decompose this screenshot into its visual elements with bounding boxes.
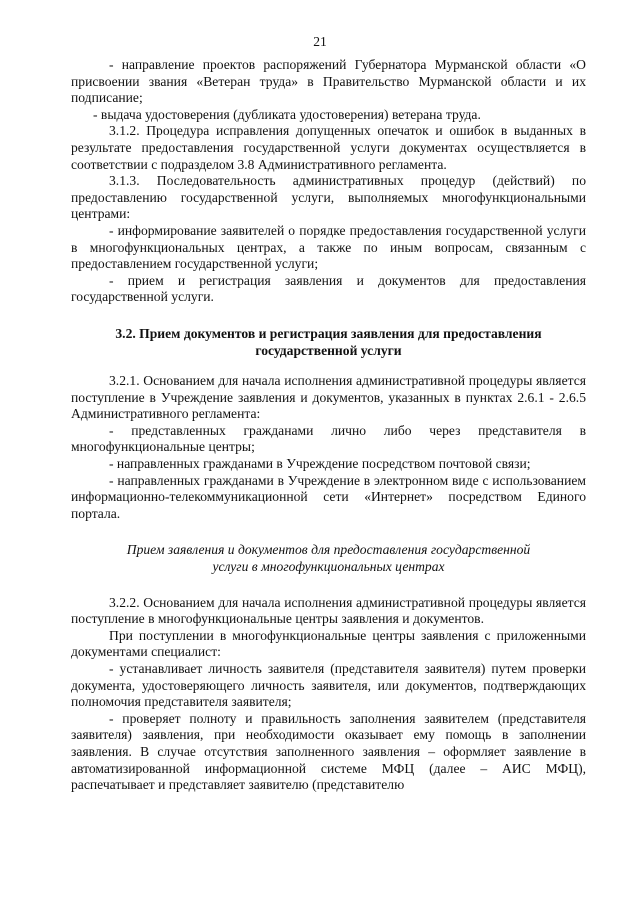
- section-heading: 3.2. Прием документов и регистрация заявления для предоставления государственной услуги: [115, 325, 542, 358]
- paragraph: - направленных гражданами в Учреждение посредством почтовой связи;: [109, 456, 531, 472]
- paragraph: - устанавливает личность заявителя (представителя заявителя) путем проверки документа, удостоверяющего личность заявителя, или документов, подтверждающих полномочия представителя заявителя;: [71, 661, 586, 710]
- paragraph: - информирование заявителей о порядке предоставления государственной услуги в многофункциональных центрах, а также по иным вопросам, связанным с предоставлением государственной услуги;: [71, 222, 586, 272]
- paragraph: - направление проектов распоряжений Губернатора Мурманской области «О присвоении звания «Ветеран труда» в Правительство Мурманской области и их подписание;: [71, 57, 586, 106]
- paragraph: - проверяет полноту и правильность заполнения заявителем (представителя заявителя) заявления, при необходимости оказывает ему помощь в заполнении заявления. В случае отсутствия заполненного заявления – оформляет заявление в автоматизированной информационной системе МФЦ (далее – АИС МФЦ), распечатывает и представляет заявителю (представителю: [71, 710, 586, 793]
- subsection-heading: Прием заявления и документов для предоставления государственной услуги в многофункциональных центрах: [126, 542, 531, 575]
- paragraph: 3.1.3. Последовательность административных процедур (действий) по предоставлению государственной услуги, выполняемых многофункциональными центрами:: [71, 173, 586, 222]
- paragraph: - направленных гражданами в Учреждение в электронном виде с использованием информационно-телекоммуникационной сети «Интернет» посредством Единого портала.: [71, 472, 586, 521]
- paragraph: 3.2.1. Основанием для начала исполнения административной процедуры является поступление в Учреждение заявления и документов, указанных в пунктах 2.6.1 - 2.6.5 Административного регламента:: [71, 373, 586, 422]
- paragraph: При поступлении в многофункциональные центры заявления с приложенными документами специалист:: [71, 627, 586, 660]
- paragraph: - прием и регистрация заявления и документов для предоставления государственной услуги.: [71, 272, 586, 305]
- paragraph: 3.2.2. Основанием для начала исполнения административной процедуры является поступление в многофункциональные центры заявления и документов.: [71, 594, 586, 627]
- paragraph: - представленных гражданами лично либо через представителя в многофункциональные центры;: [71, 422, 586, 455]
- paragraph: - выдача удостоверения (дубликата удостоверения) ветерана труда.: [93, 106, 481, 122]
- paragraph: 3.1.2. Процедура исправления допущенных опечаток и ошибок в выданных в результате предоставления государственной услуги документах осуществляется в соответствии с подразделом 3.8 Административного регламента.: [71, 123, 586, 172]
- page-body: [71, 57, 586, 794]
- page-number: 21: [313, 34, 327, 49]
